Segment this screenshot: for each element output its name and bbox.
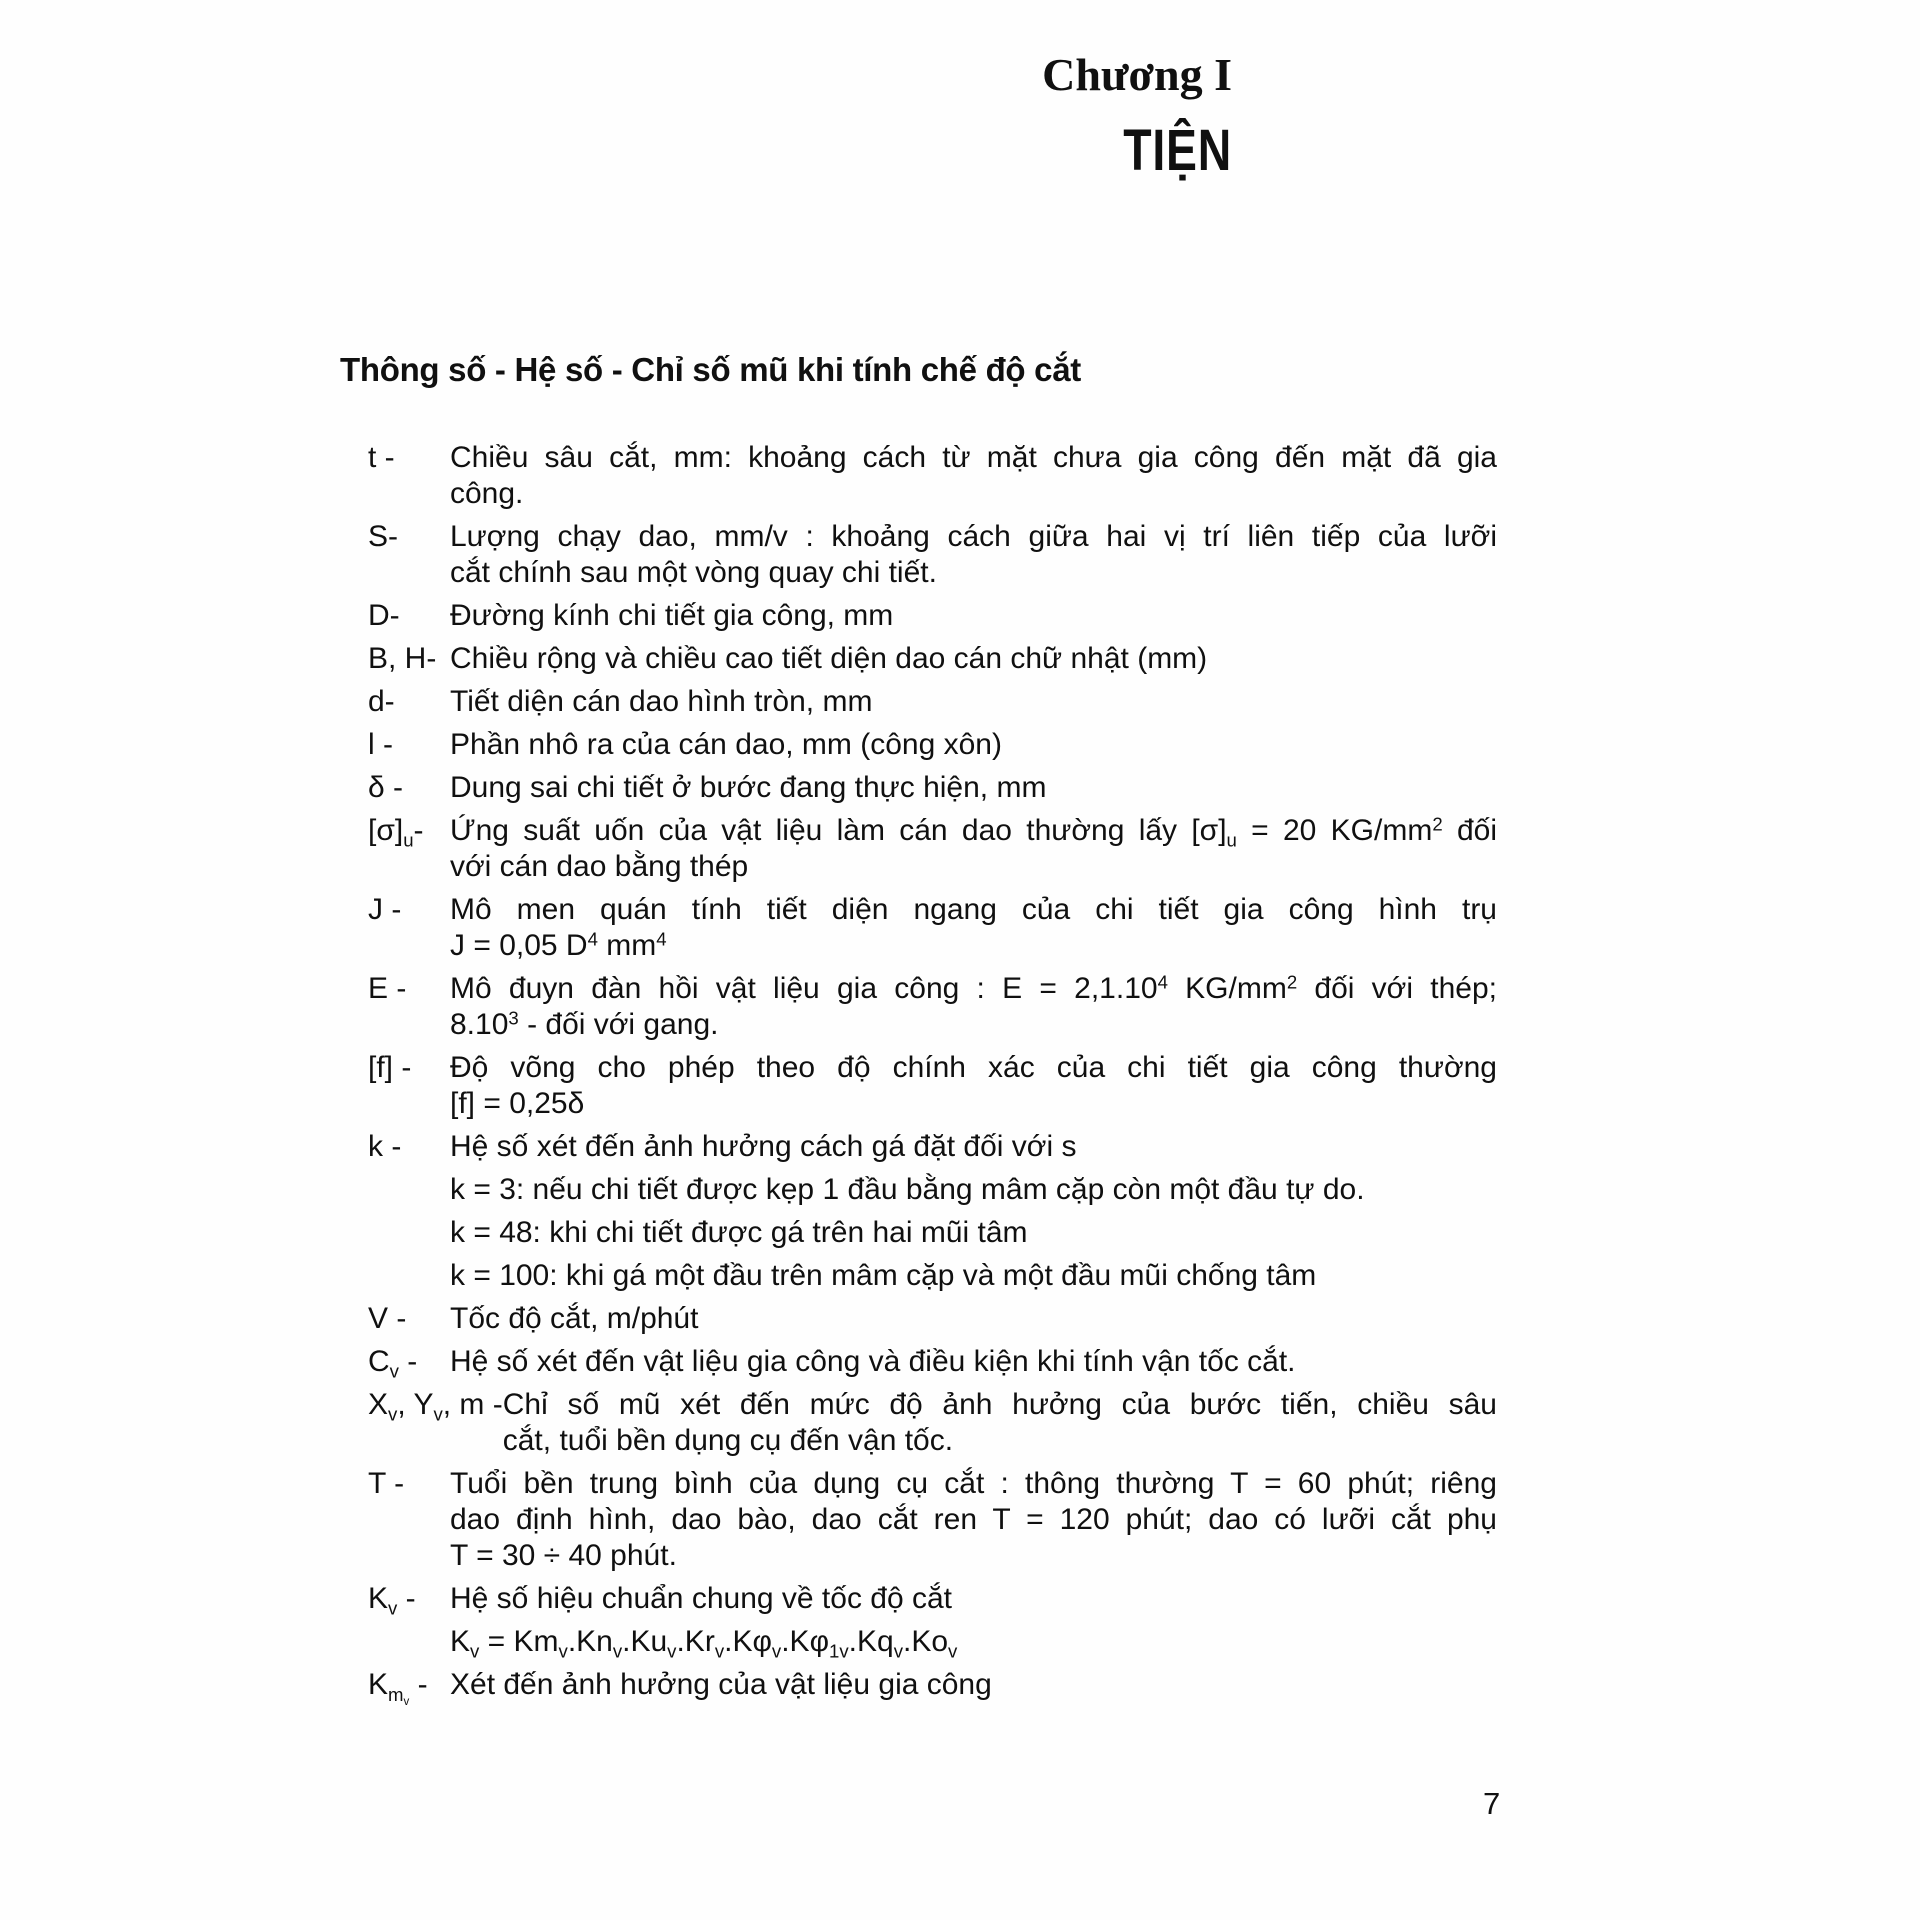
term-l [368,727,1497,763]
section-heading: Thông số - Hệ số - Chỉ số mũ khi tính chế độ cắt [340,351,1081,388]
term-definition: Tiết diện cán dao hình tròn, mm [450,685,873,718]
term-definition: Xét đến ảnh hưởng của vật liệu gia công [450,1668,992,1701]
term-k-case: k = 100: khi gá một đầu trên mâm cặp và một đầu mũi chống tâm [450,1259,1317,1292]
term-delta [368,770,1497,806]
term-symbol: B, H- [368,642,437,675]
term-symbol: E - [368,972,407,1005]
term-symbol: [f] - [368,1051,412,1084]
term-k-case: k = 48: khi chi tiết được gá trên hai mũi tâm [450,1216,1028,1249]
term-Kv [368,1581,1497,1660]
term-t [368,440,1497,512]
term-definition: Chỉ số mũ xét đến mức độ ảnh hưởng của bước tiến, chiều sâu cắt, tuổi bền dụng cụ đến vận tốc. [502,1388,1497,1457]
term-symbol: k - [368,1130,402,1163]
term-symbol: S- [368,520,398,553]
term-sigma-u [368,813,1497,885]
term-symbol: l - [368,728,393,761]
term-d [368,684,1497,720]
term-k-case: k = 3: nếu chi tiết được kẹp 1 đầu bằng mâm cặp còn một đầu tự do. [450,1173,1365,1206]
term-definition: Hệ số hiệu chuẩn chung về tốc độ cắt $K_v = Km_v.Kn_v.Ku_v.Kr_v.K\varphi_v.K\varphi_{1v}.Kq_v.Ko_v$ [450,1581,1497,1660]
term-definition: Phần nhô ra của cán dao, mm (công xôn) [450,728,1002,761]
term-Cv [368,1344,1497,1380]
term-symbol: J - [368,893,402,926]
term-symbol: δ - [368,771,404,804]
kv-formula: $K_v = Km_v.Kn_v.Ku_v.Kr_v.K\varphi_v.K\varphi_{1v}.Kq_v.Ko_v$ [450,1625,958,1662]
term-symbol: T - [368,1467,405,1500]
page-number: 7 [1483,1786,1501,1821]
term-symbol: d- [368,685,395,718]
term-Kmv [368,1667,1497,1708]
glossary-list [368,440,1497,1710]
term-S [368,519,1497,591]
term-definition: Mô men quán tính tiết diện ngang của chi tiết gia công hình trụ J = 0,05 $D^4$ $mm^4$ [450,893,1497,962]
term-E [368,971,1497,1043]
term-k [368,1129,1497,1294]
term-symbol: $K_v$ - [368,1582,416,1619]
term-f [368,1050,1497,1122]
term-definition: Ứng suất uốn của vật liệu làm cán dao thường lấy $[\sigma]_u = 20$ $KG/mm^2$ đối với cán dao bằng thép [450,813,1497,883]
term-definition: Dung sai chi tiết ở bước đang thực hiện, mm [450,771,1047,804]
term-definition: Chiều sâu cắt, mm: khoảng cách từ mặt chưa gia công đến mặt đã gia công. [450,441,1497,510]
term-B-H [368,641,1497,677]
term-definition: Tuổi bền trung bình của dụng cụ cắt : thông thường T = 60 phút; riêng dao định hình, dao bào, dao cắt ren T = 120 phút; dao có lưỡi cắt phụ T = 30 ÷ 40 phút. [450,1467,1497,1572]
term-definition: Đường kính chi tiết gia công, mm [450,599,894,632]
chapter-label: Chương I [1042,49,1232,100]
term-definition: Lượng chạy dao, mm/v : khoảng cách giữa hai vị trí liên tiếp của lưỡi cắt chính sau một vòng quay chi tiết. [450,520,1497,589]
term-symbol: t - [368,441,395,474]
term-symbol: $C_v$ - [368,1345,418,1382]
term-definition: Độ võng cho phép theo độ chính xác của chi tiết gia công thường [f] = 0,25δ [450,1051,1497,1120]
term-symbol: $K_{m_v}$ - [368,1668,428,1708]
term-definition: Mô đuyn đàn hồi vật liệu gia công : $E = 2,1.10^4$ $KG/mm^2$ đối với thép; 8.10$^3$ - đối với gang. [450,971,1497,1041]
term-symbol: D- [368,599,400,632]
term-D [368,598,1497,634]
chapter-title: TIỆN [1123,118,1232,183]
term-symbol: $X_v$, $Y_v$, m - [368,1388,503,1425]
term-definition: Hệ số xét đến vật liệu gia công và điều kiện khi tính vận tốc cắt. [450,1345,1296,1378]
term-symbol: V - [368,1302,407,1335]
term-J [368,892,1497,964]
term-definition: Hệ số xét đến ảnh hưởng cách gá đặt đối với s k = 3: nếu chi tiết được kẹp 1 đầu bằng mâm cặp còn một đầu tự do. k = 48: khi chi tiết được gá trên hai mũi tâm k = 100: khi gá một đầu trên mâm cặp và một đầu mũi chống tâm [450,1129,1497,1294]
term-definition: Tốc độ cắt, m/phút [450,1302,699,1335]
term-T [368,1466,1497,1574]
term-symbol: $[\sigma]_u-$ [368,814,424,851]
term-definition: Chiều rộng và chiều cao tiết diện dao cán chữ nhật (mm) [450,642,1208,675]
term-V [368,1301,1497,1337]
term-Xv-Yv-m [368,1387,1497,1459]
